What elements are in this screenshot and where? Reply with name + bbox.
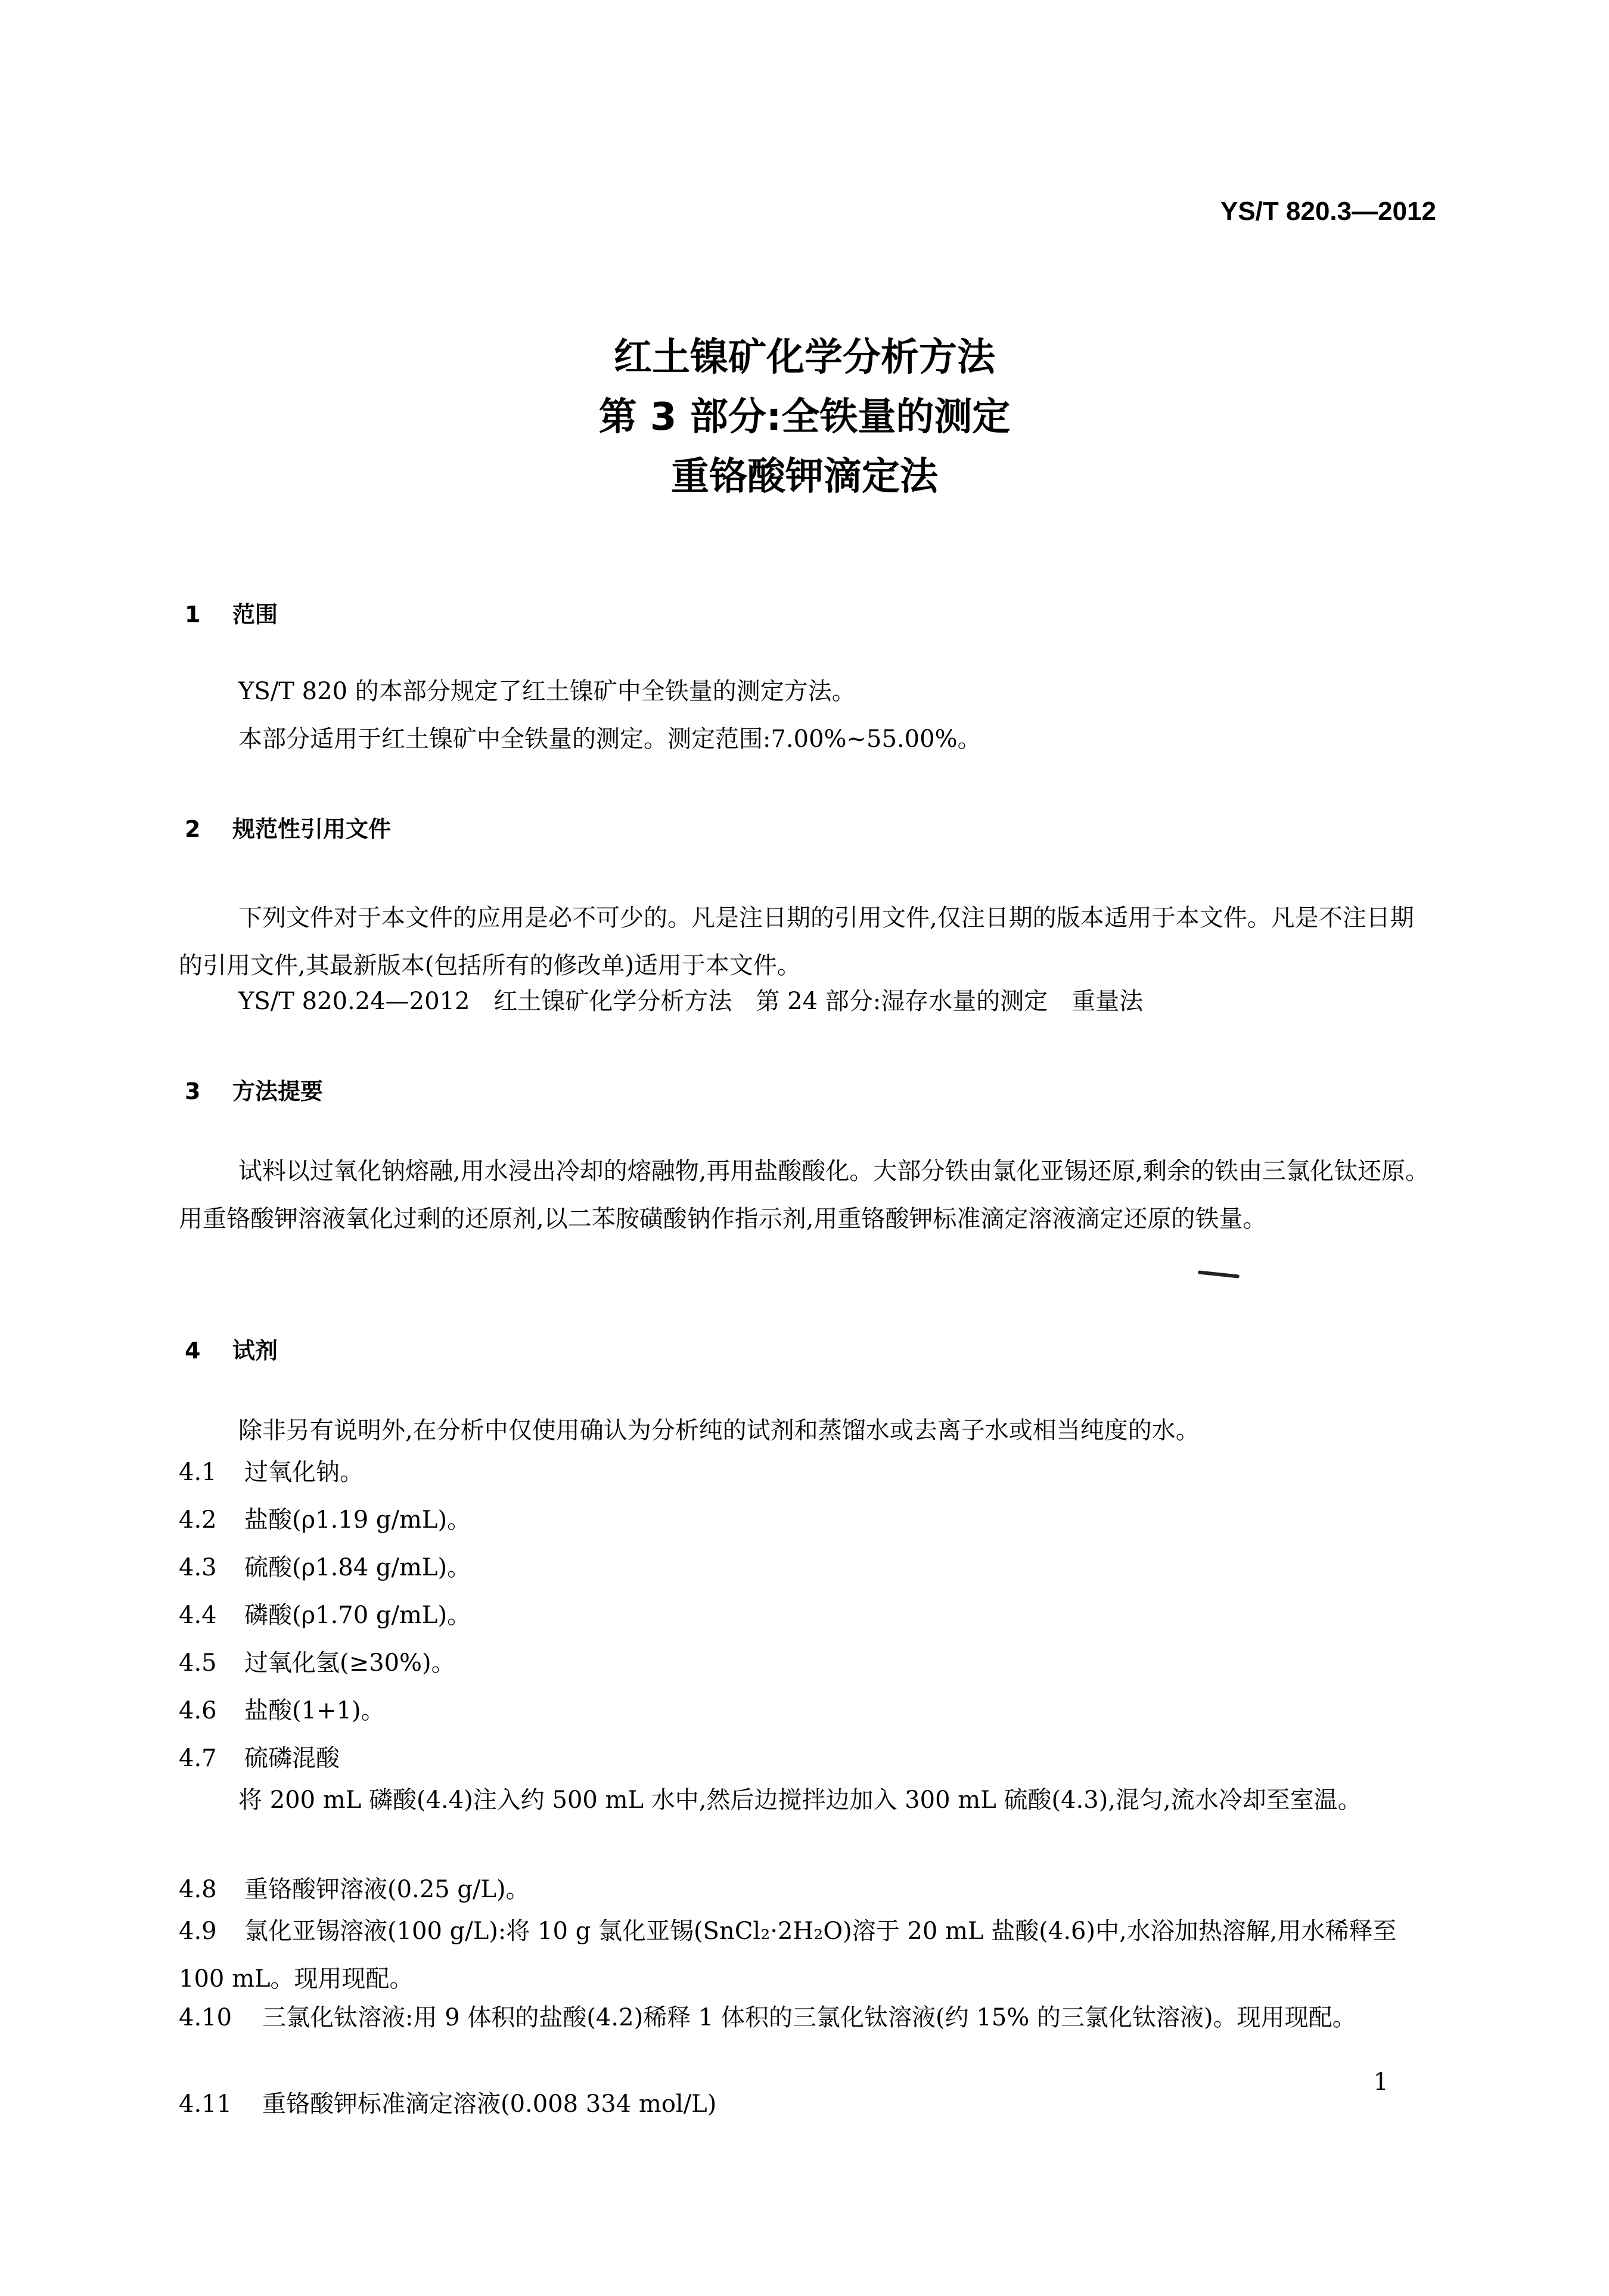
reagent-item (179, 1544, 1436, 1591)
item-text: 氯化亚锡溶液(100 g/L):将 10 g 氯化亚锡(SnCl₂·2H₂O)溶于 20 mL 盐酸(4.6)中,水浴加热溶解,用水稀释至 100 mL。现用现配。 (179, 1918, 1397, 1993)
item-number: 4.1 (179, 1459, 217, 1486)
section-3-paragraph-1 (179, 1147, 1436, 1243)
section-title: 范围 (232, 601, 278, 628)
item-text: 盐酸(1+1)。 (244, 1697, 385, 1724)
item-text: 盐酸(ρ1.19 g/mL)。 (244, 1506, 471, 1534)
item-number: 4.10 (179, 2004, 232, 2031)
reference-text: YS/T 820.24—2012 红土镍矿化学分析方法 第 24 部分:湿存水量的测定 重量法 (238, 988, 1144, 1015)
scan-smudge (1198, 1270, 1240, 1278)
item-text: 重铬酸钾溶液(0.25 g/L)。 (244, 1876, 530, 1903)
reagent-item (179, 1866, 1436, 1913)
item-number: 4.7 (179, 1745, 217, 1772)
item-text: 重铬酸钾标准滴定溶液(0.008 334 mol/L) (262, 2090, 717, 2118)
reagent-item (179, 1496, 1436, 1544)
item-number: 4.5 (179, 1649, 217, 1677)
reagent-item (179, 2080, 1436, 2128)
reagent-item (179, 1994, 1436, 2041)
paragraph-text: 下列文件对于本文件的应用是必不可少的。凡是注日期的引用文件,仅注日期的版本适用于本文件。凡是不注日期的引用文件,其最新版本(包括所有的修改单)适用于本文件。 (179, 904, 1414, 979)
standard-code: YS/T 820.3—2012 (1220, 197, 1436, 226)
item-number: 4.9 (179, 1918, 217, 1945)
paragraph-text: 除非另有说明外,在分析中仅使用确认为分析纯的试剂和蒸馏水或去离子水或相当纯度的水。 (238, 1417, 1200, 1444)
reagent-item (179, 1591, 1436, 1639)
item-text: 磷酸(ρ1.70 g/mL)。 (244, 1602, 471, 1629)
reagent-item (179, 1907, 1436, 2003)
section-4-intro (179, 1407, 1436, 1454)
section-3-heading (185, 1073, 323, 1106)
item-number: 4.2 (179, 1506, 217, 1534)
section-2-heading (185, 811, 391, 843)
reagent-item (179, 1687, 1436, 1735)
section-title: 方法提要 (232, 1078, 324, 1104)
paragraph-text: 试料以过氧化钠熔融,用水浸出冷却的熔融物,再用盐酸酸化。大部分铁由氯化亚锡还原,剩余的铁由三氯化钛还原。用重铬酸钾溶液氧化过剩的还原剂,以二苯胺磺酸钠作指示剂,用重铬酸钾标准滴定溶液滴定还原的铁量。 (179, 1158, 1430, 1233)
item-number: 4.4 (179, 1602, 217, 1629)
section-2-paragraph-1 (179, 894, 1436, 989)
item-number: 4.3 (179, 1554, 217, 1581)
item-number: 4.6 (179, 1697, 217, 1724)
section-4-heading (185, 1332, 278, 1365)
item-text: 过氧化氢(≥30%)。 (244, 1649, 455, 1677)
paragraph-text: YS/T 820 的本部分规定了红土镍矿中全铁量的测定方法。 (238, 678, 856, 705)
section-number: 4 (185, 1338, 201, 1364)
section-number: 2 (185, 816, 201, 842)
item-4-7-detail (179, 1776, 1436, 1824)
title-line-3: 重铬酸钾滴定法 (671, 455, 938, 499)
paragraph-text: 本部分适用于红土镍矿中全铁量的测定。测定范围:7.00%~55.00%。 (238, 725, 981, 753)
item-text: 过氧化钠。 (244, 1459, 364, 1486)
item-text: 硫磷混酸 (244, 1745, 340, 1772)
section-title: 试剂 (232, 1338, 278, 1364)
item-number: 4.8 (179, 1876, 217, 1903)
section-number: 3 (185, 1078, 201, 1104)
paragraph-text: 将 200 mL 磷酸(4.4)注入约 500 mL 水中,然后边搅拌边加入 300 mL 硫酸(4.3),混匀,流水冷却至室温。 (238, 1786, 1362, 1814)
title-line-2: 第 3 部分:全铁量的测定 (598, 395, 1011, 439)
reagent-item (179, 1639, 1436, 1687)
item-number: 4.11 (179, 2090, 232, 2118)
section-number: 1 (185, 601, 201, 628)
document-title (0, 328, 1609, 507)
section-1-heading (185, 596, 278, 629)
section-1-paragraph-1 (179, 668, 1436, 715)
page-number: 1 (1373, 2068, 1389, 2096)
section-title: 规范性引用文件 (232, 816, 392, 842)
title-line-1: 红土镍矿化学分析方法 (614, 336, 995, 380)
section-2-reference (179, 978, 1436, 1025)
reagent-item (179, 1448, 1436, 1496)
item-text: 三氯化钛溶液:用 9 体积的盐酸(4.2)稀释 1 体积的三氯化钛溶液(约 15% 的三氯化钛溶液)。现用现配。 (262, 2004, 1356, 2031)
section-1-paragraph-2 (179, 715, 1436, 763)
reagent-item (179, 1735, 1436, 1782)
item-text: 硫酸(ρ1.84 g/mL)。 (244, 1554, 471, 1581)
